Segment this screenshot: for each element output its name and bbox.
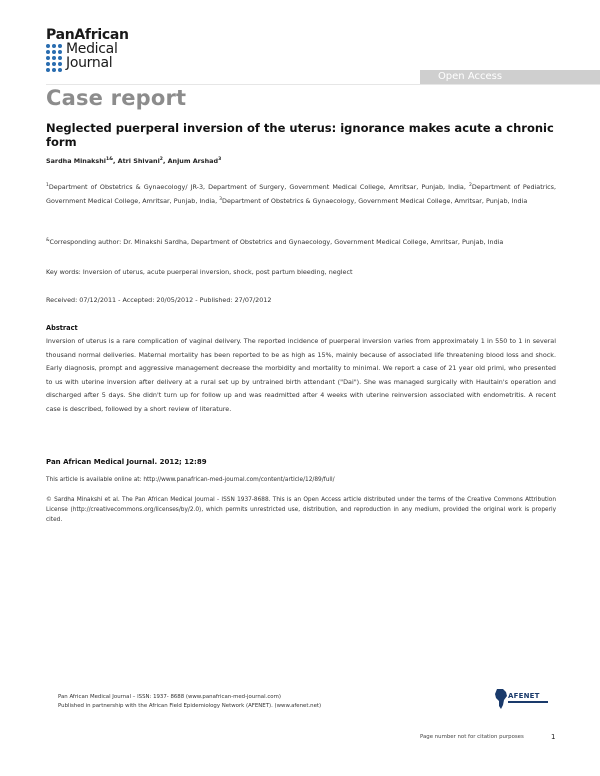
africa-map-icon: [494, 688, 508, 710]
article-title: Neglected puerperal inversion of the uterus: ignorance makes acute a chronic form: [46, 121, 554, 149]
footer-partnership: Published in partnership with the African Field Epidemiology Network (AFENET). (www.afenet.net): [58, 703, 322, 709]
author-name: Atri Shivani: [117, 157, 160, 165]
publication-dates: Received: 07/12/2011 - Accepted: 20/05/2012 - Published: 27/07/2012: [46, 296, 272, 304]
author-separator: ,: [162, 157, 168, 165]
footer-issn: Pan African Medical Journal – ISSN: 1937- 8688 (www.panafrican-med-journal.com): [58, 694, 281, 700]
page-number: 1: [551, 733, 556, 741]
availability-link[interactable]: This article is available online at: http://www.panafrican-med-journal.com/content/article/12/89/full/: [46, 477, 335, 483]
license-text: © Sardha Minakshi et al. The Pan African Medical Journal - ISSN 1937-8688. This is an Open Access article distributed under the terms of the Creative Commons Attribution License (http://creativecommons.org/licenses/by/2.0), which permits unrestricted use, distribution, and reproduction in any medium, provided the original work is properly cited.: [46, 497, 556, 523]
corresp-text: Corresponding author: Dr. Minakshi Sardha, Department of Obstetrics and Gynaecology, Government Medical College, Amritsar, Punjab, India: [49, 238, 504, 246]
header-divider: [46, 84, 600, 85]
affil-sup: 3: [219, 196, 223, 202]
corresponding-author: [46, 236, 556, 250]
author-list: [46, 157, 221, 165]
corresp-sup: &: [46, 237, 50, 243]
affil-text: Department of Pediatrics, Government Medical College, Amritsar, Punjab, India,: [46, 183, 556, 205]
author-sup: 1&: [105, 156, 113, 162]
author-separator: ,: [113, 157, 118, 165]
logo-text-line3: Journal: [66, 55, 113, 71]
keywords: Key words: Inversion of uterus, acute puerperal inversion, shock, post partum bleeding, neglect: [46, 268, 353, 276]
section-heading: Case report: [46, 86, 187, 110]
affiliations: [46, 181, 556, 208]
afenet-wordmark: AFENET: [508, 692, 540, 700]
journal-logo: [46, 28, 156, 76]
abstract-body: Inversion of uterus is a rare complication of vaginal delivery. The reported incidence of puerperal inversion varies from approximately 1 in 550 to 1 in several thousand normal deliveries. Maternal mortality has been reported to be as high as 15%, mainly because of associated life threatening blood loss and shock. Early diagnosis, prompt and aggressive management decrease the morbidity and mortality to minimal. We report a case of 21 year old primi, who presented to us with uterine inversion after delivery at a rural set up by untrained birth attendant ("Dai"). She was managed surgically with Haultain's operation and discharged after 5 days. She didn't turn up for follow up and was readmitted after 4 weeks with uterine reinversion associated with endometritis. A recent case is described, followed by a short review of literature.: [46, 337, 556, 413]
afenet-underline: [508, 701, 548, 703]
author-name: Anjum Arshad: [167, 157, 219, 165]
affil-text: Department of Obstetrics & Gynaecology/ JR-3, Department of Surgery, Government Medical College, Amritsar, Punjab, India,: [48, 183, 469, 191]
affil-text: Department of Obstetrics & Gynaecology, Government Medical College, Amritsar, Punjab, India: [222, 196, 528, 205]
citation: Pan African Medical Journal. 2012; 12:89: [46, 458, 207, 466]
affil-sup: 2: [468, 182, 472, 188]
author-name: Sardha Minakshi: [46, 157, 106, 165]
author-sup: 3: [218, 156, 222, 162]
logo-text-line1: PanAfrican: [46, 27, 129, 43]
page-note: Page number not for citation purposes: [420, 734, 524, 740]
author-sup: 2: [159, 156, 163, 162]
afenet-logo: [494, 688, 548, 712]
affil-sup: 1: [46, 182, 49, 188]
logo-dots-icon: [46, 44, 62, 72]
abstract-heading: Abstract: [46, 324, 78, 332]
open-access-label: Open Access: [437, 71, 503, 82]
logo-text-line2: Medical: [66, 41, 118, 57]
